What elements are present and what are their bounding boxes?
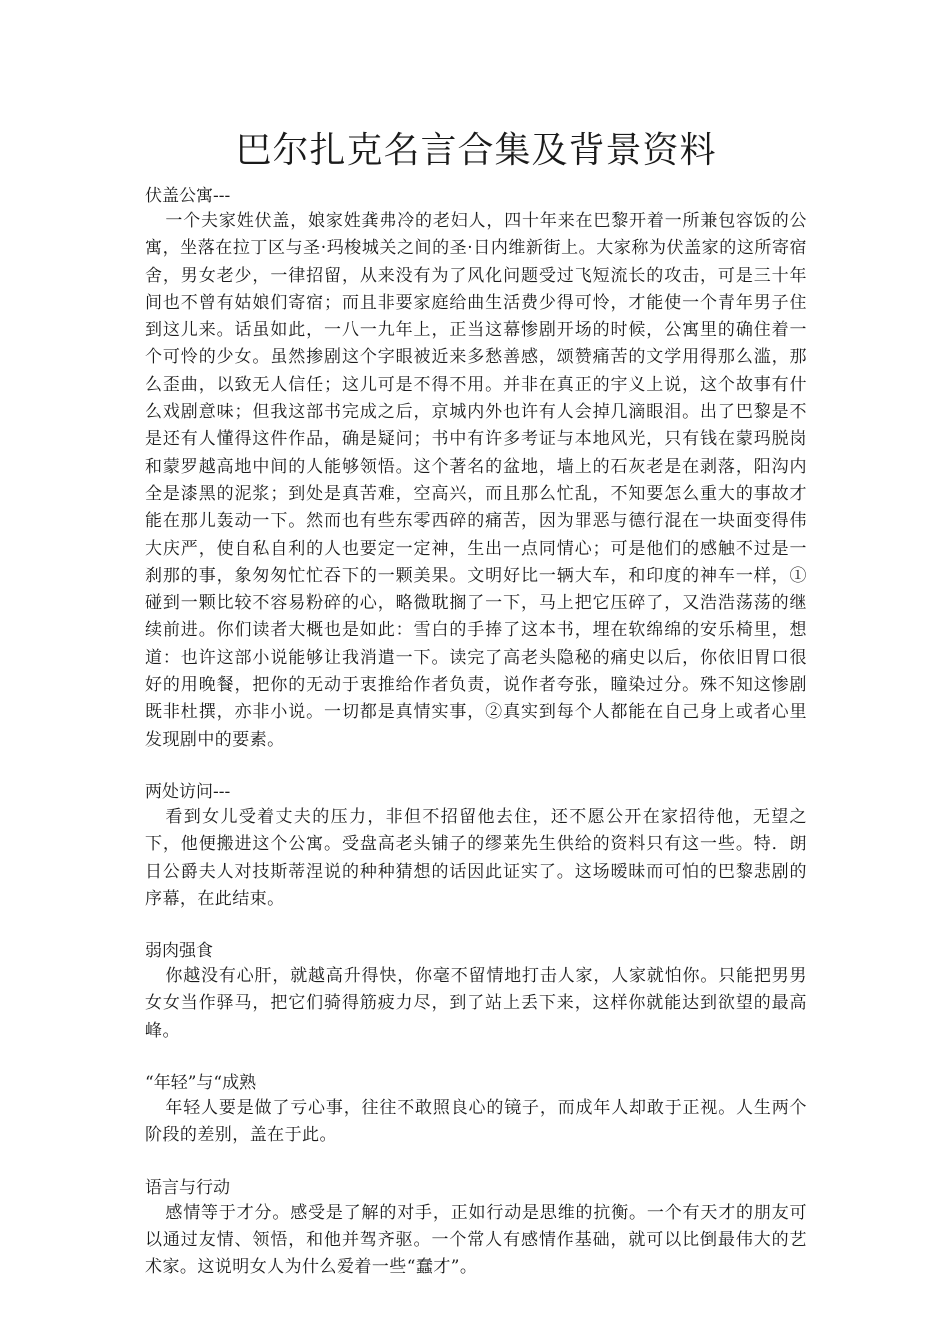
section-heading: 伏盖公寓---	[145, 186, 231, 206]
document-title: 巴尔扎克名言合集及背景资料	[235, 130, 717, 171]
section-paragraph: 一个夫家姓伏盖，娘家姓龚弗冷的老妇人，四十年来在巴黎开着一所兼包容饭的公寓，坐落在拉丁区与圣·玛梭城关之间的圣·日内维新街上。大家称为伏盖家的这所寄宿舍，男女老少，一律招留，从来没有为了风化问题受过飞短流长的攻击，可是三十年间也不曾有姑娘们寄宿；而且非要家庭给曲生活费少得可怜，才能使一个青年男子住到这儿来。话虽如此，一八一九年上，正当这幕惨剧开场的时候，公寓里的确住着一个可怜的少女。虽然掺剧这个字眼被近来多愁善感，颂赞痛苦的文学用得那么滥，那么歪曲，以致无人信任；这儿可是不得不用。并非在真正的宇义上说，这个故事有什么戏剧意味；但我这部书完成之后，京城内外也许有人会掉几滴眼泪。出了巴黎是不是还有人懂得这件作品，确是疑问；书中有许多考证与本地风光，只有钱在蒙玛脱岗和蒙罗越高地中间的人能够领悟。这个著名的盆地，墙上的石灰老是在剥落，阳沟内全是漆黑的泥浆；到处是真苦难，空高兴，而且那么忙乱，不知要怎么重大的事故才能在那儿轰动一下。然而也有些东零西碎的痛苦，因为罪恶与德行混在一块面变得伟大庆严，使自私自利的人也要定一定神，生出一点同情心；可是他们的感触不过是一刹那的事，象匆匆忙忙吞下的一颗美果。文明好比一辆大车，和印度的神车一样，①碰到一颗比较不容易粉碎的心，略微耽搁了一下，马上把它压碎了，又浩浩荡荡的继续前进。你们读者大概也是如此：雪白的手捧了这本书，埋在软绵绵的安乐椅里，想道：也许这部小说能够让我消遣一下。读完了高老头隐秘的痛史以后，你依旧胃口很好的用晚餐，把你的无动于衷推给作者负责，说作者夸张，瞳染过分。殊不知这惨剧既非杜撰，亦非小说。一切都是真情实事，②真实到每个人都能在自己身上或者心里发现剧中的要素。	[145, 211, 807, 750]
section-paragraph: 看到女儿受着丈夫的压力，非但不招留他去住，还不愿公开在家招待他，无望之下，他便搬进这个公寓。受盘高老头铺子的缪莱先生供给的资料只有这一些。特．朗日公爵夫人对技斯蒂涅说的种种猜想的话因此证实了。这场暧昧而可怕的巴黎悲剧的序幕，在此结束。	[145, 806, 807, 909]
section-two-visits	[145, 780, 807, 913]
section-heading: “年轻”与“成熟	[145, 1073, 257, 1094]
document-page	[145, 128, 807, 1282]
section-survival-of-fittest	[145, 939, 807, 1045]
section-words-and-action	[145, 1176, 807, 1282]
section-heading: 弱肉强食	[145, 941, 213, 962]
section-paragraph: 年轻人要是做了亏心事，往往不敢照良心的镜子，而成年人却敢于正视。人生两个阶段的差别，盖在于此。	[145, 1098, 807, 1146]
section-heading: 语言与行动	[145, 1177, 230, 1198]
section-boarding-house	[145, 184, 807, 754]
section-paragraph: 你越没有心肝，就越高升得快，你毫不留情地打击人家，人家就怕你。只能把男男女女当作驿马，把它们骑得筋疲力尽，到了站上丢下来，这样你就能达到欲望的最高峰。	[145, 966, 807, 1041]
section-paragraph: 感情等于才分。感受是了解的对手，正如行动是思维的抗衡。一个有天才的朋友可以通过友情、领悟，和他并驾齐驱。一个常人有感情作基础，就可以比倒最伟大的艺术家。这说明女人为什么爱着一些“蠢才”。	[145, 1202, 807, 1278]
section-heading: 两处访问---	[145, 781, 231, 802]
section-youth-and-maturity	[145, 1071, 807, 1150]
